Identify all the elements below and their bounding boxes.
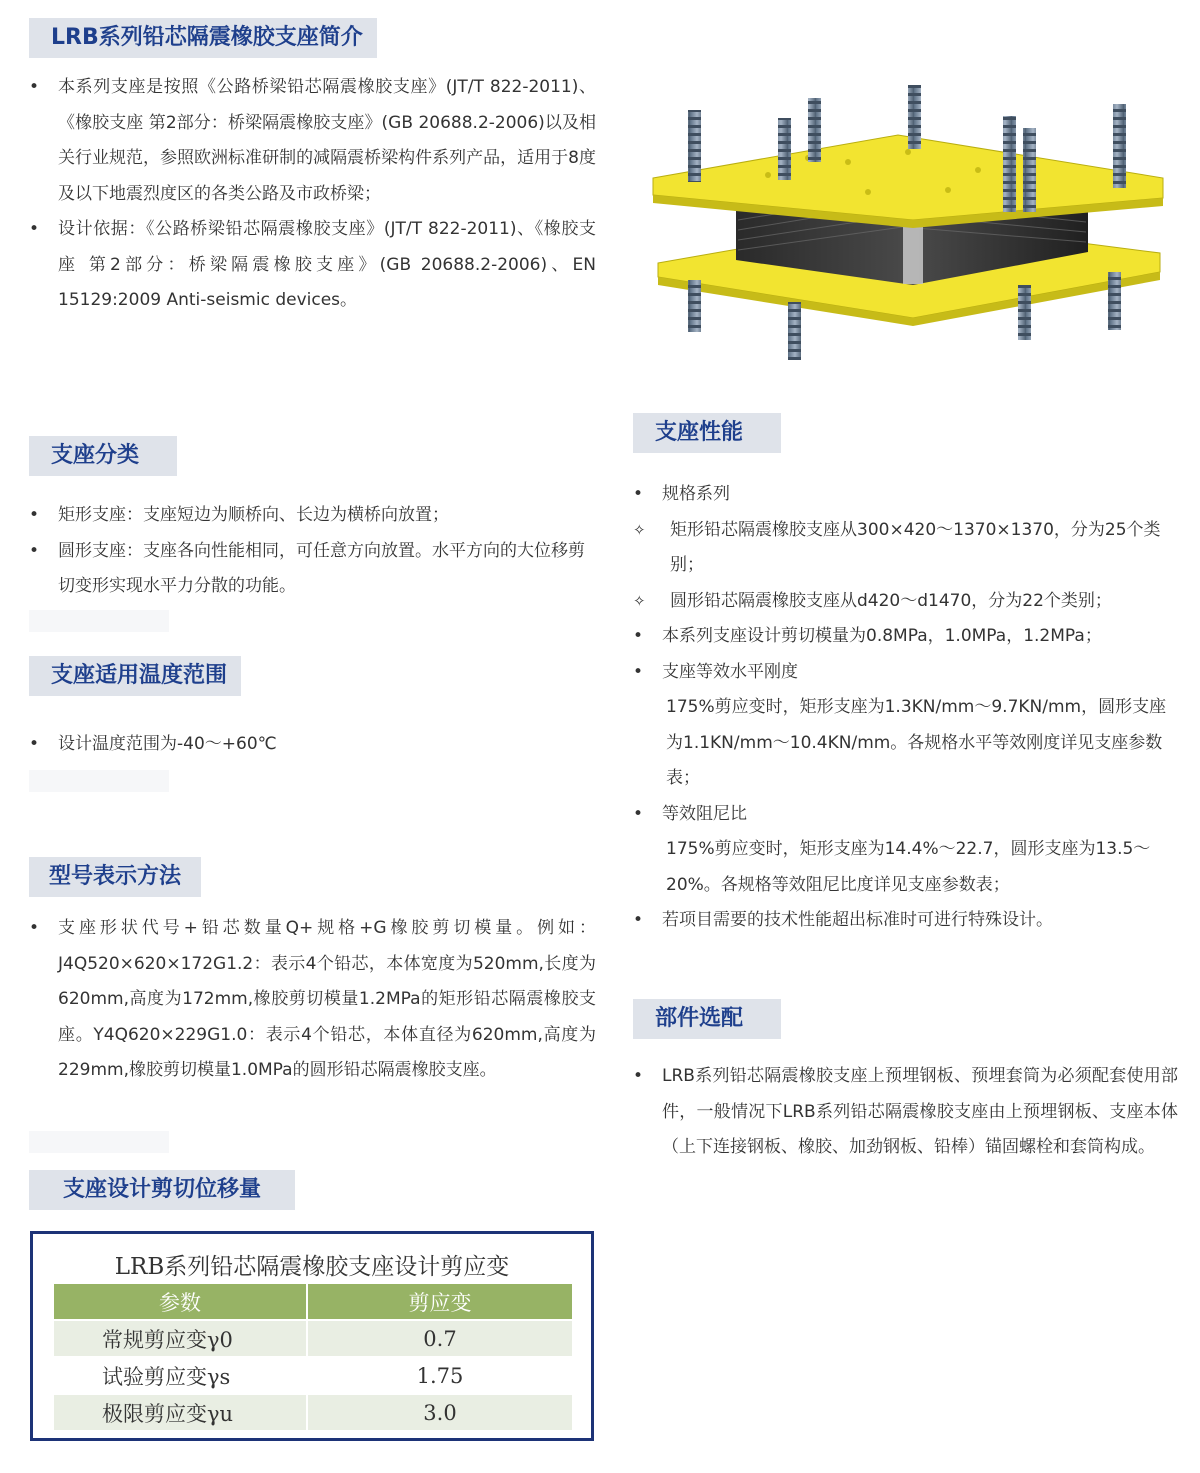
table-row [54,1320,573,1357]
list-item-text: 本系列支座是按照《公路桥梁铅芯隔震橡胶支座》(JT/T 822-2011)、《橡胶支座 第2部分：桥梁隔震橡胶支座》(GB 20688.2-2006)以及相关行业规范，参照欧洲标准研制的减隔震桥梁构件系列产品，适用于8度及以下地震烈度区的各类公路及市政桥梁； [58,77,596,204]
list-item-text: 规格系列 [662,484,730,504]
shear-heading: 支座设计剪切位移量 [29,1170,295,1210]
list-item-text: 矩形铅芯隔震橡胶支座从300×420～1370×1370，分为25个类别； [670,519,1161,575]
bullet-icon: • [633,910,644,930]
bullet-icon: • [29,77,40,97]
list-item-text: 支座等效水平刚度 [662,661,798,682]
param-cell: 常规剪应变γ0 [54,1320,307,1357]
bullet-icon: • [29,219,40,239]
bullet-icon: • [29,505,40,525]
table-title: LRB系列铅芯隔震橡胶支座设计剪应变 [114,1254,510,1280]
list-item-text: 圆形支座：支座各向性能相同，可任意方向放置。水平方向的大位移剪切变形实现水平力分散的功能。 [58,540,585,596]
table-row [54,1394,573,1431]
list-item [633,1059,1178,1166]
list-item-text: 支座形状代号+铅芯数量Q+规格+G橡胶剪切模量。例如：J4Q520×620×172G1.2：表示4个铅芯，本体宽度为520mm,长度为620mm,高度为172mm,橡胶剪切模量1.2MPa的矩形铅芯隔震橡胶支座。Y4Q620×229G1.0：表示4个铅芯，本体直径为620mm,高度为229mm,橡胶剪切模量1.0MPa的圆形铅芯隔震橡胶支座。 [58,918,596,1080]
bolt-shape [688,110,701,182]
value-cell: 1.75 [307,1357,573,1394]
list-item [29,70,596,212]
list-item [29,534,596,605]
performance-heading: 支座性能 [633,413,781,453]
spacer [29,770,169,792]
list-item [633,797,1178,833]
list-item [29,911,596,1089]
bullet-icon: • [29,918,40,938]
param-cell: 极限剪应变γu [54,1394,307,1431]
diamond-bullet-icon: ✧ [633,520,646,539]
performance-list [633,477,1178,939]
column-header-param: 参数 [54,1284,307,1320]
list-item-text: 本系列支座设计剪切模量为0.8MPa，1.0MPa，1.2MPa； [662,626,1102,646]
shear-strain-table [30,1231,594,1441]
intro-list [29,70,596,319]
list-item-text: 175%剪应变时，矩形支座为14.4%～22.7，圆形支座为13.5～20%。各规格等效阻尼比度详见支座参数表； [666,839,1151,895]
list-item [633,655,1178,691]
bullet-icon: • [29,540,40,561]
value-cell: 0.7 [307,1320,573,1357]
list-item [633,690,1178,797]
bullet-icon: • [633,484,644,504]
list-item [29,727,596,763]
bullet-icon: • [633,626,644,646]
list-item-text: 矩形支座：支座短边为顺桥向、长边为横桥向放置； [58,505,449,525]
table-row [54,1357,573,1394]
bullet-icon: • [633,803,644,824]
list-item [633,619,1178,655]
lead-rubber-bearing-image [648,80,1168,385]
intro-heading: LRB系列铅芯隔震橡胶支座简介 [29,18,377,58]
bolt-shape [1023,128,1036,212]
list-item-text: 圆形铅芯隔震橡胶支座从d420～d1470，分为22个类别； [670,590,1112,611]
temperature-list [29,727,596,763]
column-header-value: 剪应变 [307,1284,573,1320]
classification-list [29,498,596,605]
model-heading: 型号表示方法 [29,857,201,897]
bolt-shape [908,85,921,149]
param-cell: 试验剪应变γs [54,1357,307,1394]
shear-grid [54,1284,574,1432]
bolt-shape [688,280,701,332]
value-cell: 3.0 [307,1394,573,1431]
diamond-bullet-icon: ✧ [633,591,646,610]
bolt-shape [788,302,801,360]
list-item [633,477,1178,513]
list-item-text: 等效阻尼比 [662,803,747,824]
bolt-shape [1108,272,1121,330]
list-item [633,584,1178,620]
bullet-icon: • [29,734,40,754]
spacer [29,1131,169,1153]
list-item-text: LRB系列铅芯隔震橡胶支座上预埋钢板、预埋套筒为必须配套使用部件，一般情况下LRB系列铅芯隔震橡胶支座由上预埋钢板、支座本体（上下连接钢板、橡胶、加劲钢板、铅棒）锚固螺栓和套筒构成。 [662,1066,1178,1157]
bolt-shape [778,118,791,180]
spacer [29,610,169,632]
list-item [633,513,1178,584]
list-item-text: 若项目需要的技术性能超出标准时可进行特殊设计。 [662,910,1053,930]
classification-heading: 支座分类 [29,436,177,476]
parts-list [633,1059,1178,1166]
model-list [29,911,596,1089]
list-item-text: 175%剪应变时，矩形支座为1.3KN/mm～9.7KN/mm，圆形支座为1.1KN/mm～10.4KN/mm。各规格水平等效刚度详见支座参数表； [666,697,1167,788]
list-item [633,903,1178,939]
temperature-heading: 支座适用温度范围 [29,656,241,696]
bolt-shape [1003,116,1016,212]
bolt-shape [1018,285,1031,340]
list-item [633,832,1178,903]
bolt-shape [1113,104,1126,188]
list-item [29,212,596,319]
parts-heading: 部件选配 [633,999,781,1039]
bolt-shape [808,98,821,162]
list-item-text: 设计依据：《公路桥梁铅芯隔震橡胶支座》(JT/T 822-2011)、《橡胶支座 第2部分：桥梁隔震橡胶支座》(GB 20688.2-2006)、EN 15129:2009 Anti-seismic devices。 [58,219,596,310]
bullet-icon: • [633,661,644,682]
list-item-text: 设计温度范围为-40～+60℃ [58,734,277,754]
list-item [29,498,596,534]
bullet-icon: • [633,1066,644,1086]
